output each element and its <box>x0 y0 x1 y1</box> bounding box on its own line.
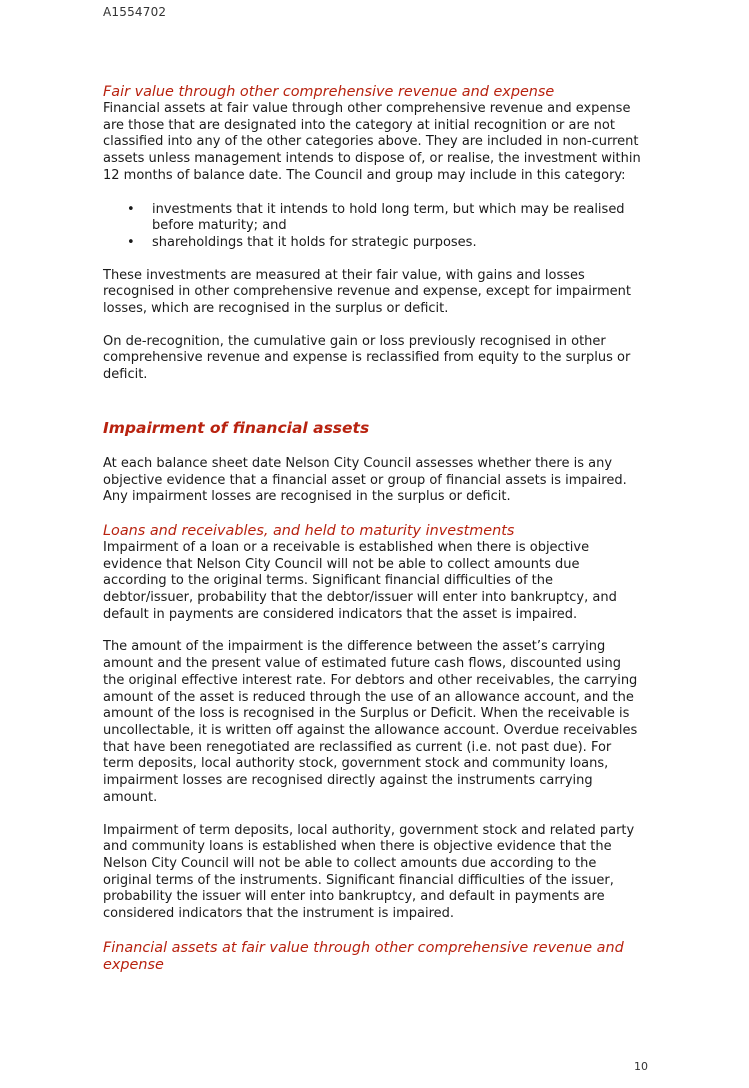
paragraph: Financial assets at fair value through other comprehensive revenue and expense are those that are designated into the category at initial recognition or are not classified into any of the other categories above. They are included in non-current assets unless management intends to dispose of, or realise, the investment within 12 months of balance date. The Council and group may include in this category: <box>103 101 641 183</box>
bullet-list <box>103 202 643 252</box>
list-item: • investments that it intends to hold long term, but which may be realised before maturity; and <box>103 202 643 235</box>
section-heading-fair-value-assets: Financial assets at fair value through other comprehensive revenue and expense <box>103 939 624 973</box>
list-item: • shareholdings that it holds for strategic purposes. <box>103 235 643 252</box>
paragraph: At each balance sheet date Nelson City Council assesses whether there is any objective evidence that a financial asset or group of financial assets is impaired. Any impairment losses are recognised in the surplus or deficit. <box>103 455 627 505</box>
paragraph: Impairment of term deposits, local authority, government stock and related party and community loans is established when there is objective evidence that the Nelson City Council will not be able to collect amounts due according to the original terms of the instruments. Significant financial difficulties of the issuer, probability the issuer will enter into bankruptcy, and default in payments are considered indicators that the instrument is impaired. <box>103 822 635 922</box>
paragraph: These investments are measured at their fair value, with gains and losses recognised in other comprehensive revenue and expense, except for impairment losses, which are recognised in the surplus or deficit. <box>103 267 631 317</box>
section-heading-fair-value: Fair value through other comprehensive revenue and expense <box>103 84 555 100</box>
document-id: A1554702 <box>103 5 167 19</box>
section-heading-impairment: Impairment of financial assets <box>103 418 370 437</box>
paragraph: The amount of the impairment is the difference between the asset’s carrying amount and the present value of estimated future cash flows, discounted using the original effective interest rate. For debtors and other receivables, the carrying amount of the asset is reduced through the use of an allowance account, and the amount of the loss is recognised in the Surplus or Deficit. When the receivable is uncollectable, it is written off against the allowance account. Overdue receivables that have been renegotiated are reclassified as current (i.e. not past due). For term deposits, local authority stock, government stock and community loans, impairment losses are recognised directly against the instruments carrying amount. <box>103 639 638 805</box>
section-heading-loans: Loans and receivables, and held to maturity investments <box>103 522 515 539</box>
paragraph: On de-recognition, the cumulative gain or loss previously recognised in other comprehensive revenue and expense is reclassified from equity to the surplus or deficit. <box>103 333 631 383</box>
paragraph: Impairment of a loan or a receivable is established when there is objective evidence that Nelson City Council will not be able to collect amounts due according to the original terms. Significant financial difficulties of the debtor/issuer, probability that the debtor/issuer will enter into bankruptcy, and default in payments are considered indicators that the asset is impaired. <box>103 539 617 622</box>
page-content <box>103 84 643 974</box>
page-number: 10 <box>634 1060 648 1073</box>
